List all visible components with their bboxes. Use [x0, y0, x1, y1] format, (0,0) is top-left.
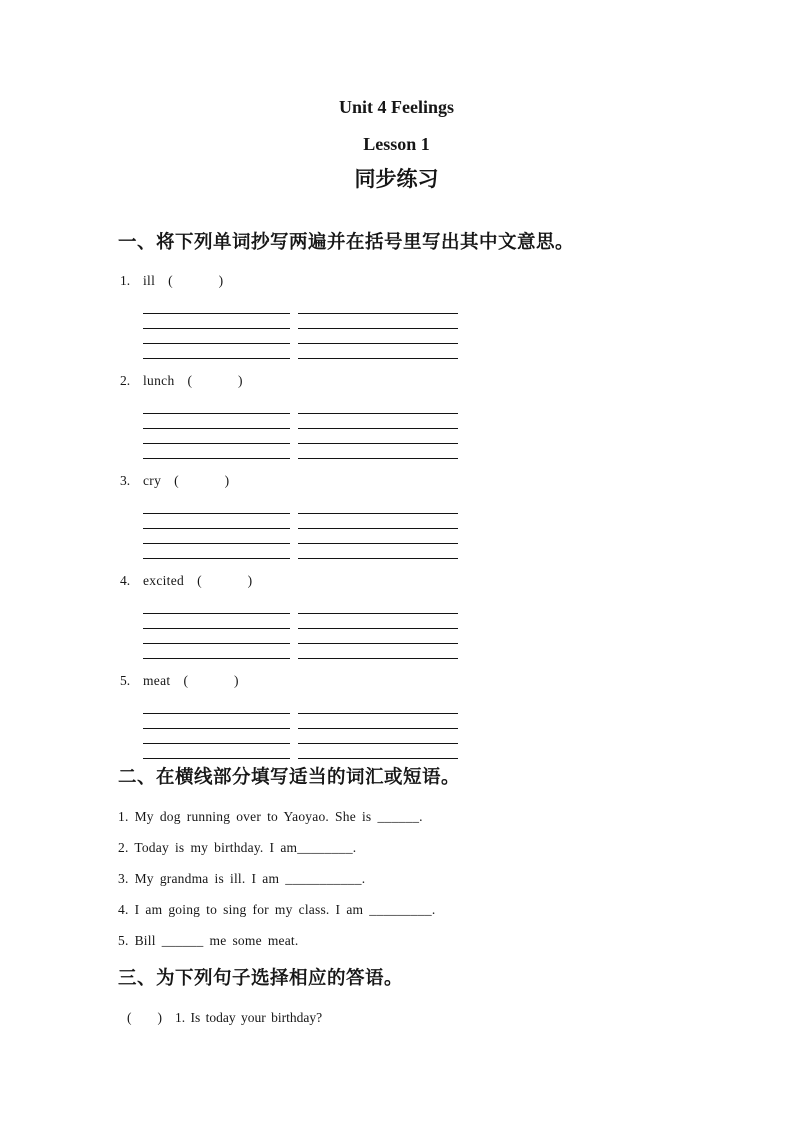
writing-line — [143, 314, 290, 329]
copy-lines-column — [143, 599, 290, 659]
writing-line — [143, 644, 290, 659]
copy-lines-column — [143, 299, 290, 359]
word-item-ill — [120, 274, 703, 288]
meaning-paren-open: ( — [197, 573, 202, 588]
word-text: excited — [143, 573, 185, 588]
writing-line — [298, 544, 458, 559]
matching-question — [127, 1011, 703, 1025]
copy-lines-ill — [143, 299, 458, 359]
section-three-heading: 三、为下列句子选择相应的答语。 — [118, 967, 404, 988]
item-number: 5. — [120, 673, 131, 688]
writing-line — [298, 599, 458, 614]
copy-lines-cry — [143, 499, 458, 559]
writing-line — [298, 429, 458, 444]
meaning-paren-open: ( — [187, 373, 192, 388]
lesson-title: Lesson 1 — [363, 134, 430, 154]
writing-line — [298, 414, 458, 429]
copy-lines-meat — [143, 699, 458, 759]
writing-line — [143, 344, 290, 359]
word-text: lunch — [143, 373, 175, 388]
word-text: meat — [143, 673, 171, 688]
writing-line — [298, 699, 458, 714]
copy-lines-lunch — [143, 399, 458, 459]
meaning-paren-close: ) — [247, 573, 253, 588]
writing-line — [143, 444, 290, 459]
copy-lines-column — [143, 699, 290, 759]
word-text: ill — [143, 273, 156, 288]
word-item-lunch — [120, 374, 703, 388]
writing-line — [143, 729, 290, 744]
writing-line — [298, 514, 458, 529]
copy-lines-excited — [143, 599, 458, 659]
writing-line — [143, 714, 290, 729]
writing-line — [298, 614, 458, 629]
writing-line — [143, 329, 290, 344]
answer-paren-open: ( — [127, 1010, 132, 1025]
fill-blank-sentence: 3. My grandma is ill. I am ___________. — [118, 871, 366, 886]
writing-line — [143, 629, 290, 644]
meaning-paren-open: ( — [183, 673, 188, 688]
writing-line — [143, 414, 290, 429]
writing-line — [143, 744, 290, 759]
writing-line — [298, 344, 458, 359]
fill-blank-sentence: 5. Bill ______ me some meat. — [118, 933, 299, 948]
fill-blank-sentence: 4. I am going to sing for my class. I am _________. — [118, 902, 436, 917]
copy-lines-column — [298, 299, 458, 359]
meaning-paren-close: ) — [238, 373, 243, 388]
writing-line — [298, 714, 458, 729]
writing-line — [143, 299, 290, 314]
item-number: 4. — [120, 573, 131, 588]
copy-lines-column — [298, 599, 458, 659]
word-item-excited — [120, 574, 703, 588]
fill-blank-sentence: 2. Today is my birthday. I am________. — [118, 840, 357, 855]
writing-line — [143, 399, 290, 414]
meaning-paren-close: ) — [218, 273, 224, 288]
writing-line — [143, 514, 290, 529]
writing-line — [298, 444, 458, 459]
meaning-paren-open: ( — [168, 273, 173, 288]
writing-line — [298, 499, 458, 514]
word-item-cry — [120, 474, 703, 488]
meaning-paren-open: ( — [174, 473, 179, 488]
item-number: 3. — [120, 473, 131, 488]
item-number: 2. — [120, 373, 131, 388]
unit-title: Unit 4 Feelings — [339, 97, 454, 117]
title-block — [0, 0, 793, 191]
writing-line — [143, 529, 290, 544]
copy-lines-column — [298, 399, 458, 459]
meaning-paren-close: ) — [233, 673, 239, 688]
writing-line — [143, 599, 290, 614]
writing-line — [143, 614, 290, 629]
writing-line — [298, 744, 458, 759]
section-one-heading: 一、将下列单词抄写两遍并在括号里写出其中文意思。 — [118, 231, 575, 252]
writing-line — [298, 644, 458, 659]
writing-line — [298, 729, 458, 744]
copy-lines-column — [298, 499, 458, 559]
writing-line — [298, 629, 458, 644]
writing-line — [143, 499, 290, 514]
copy-lines-column — [298, 699, 458, 759]
writing-line — [143, 544, 290, 559]
answer-paren-close: ) — [157, 1010, 162, 1025]
writing-line — [298, 529, 458, 544]
writing-line — [298, 399, 458, 414]
copy-lines-column — [143, 399, 290, 459]
writing-line — [298, 314, 458, 329]
writing-line — [298, 329, 458, 344]
worksheet-subtitle: 同步练习 — [354, 168, 439, 191]
meaning-paren-close: ) — [224, 473, 230, 488]
question-text: 1. Is today your birthday? — [175, 1010, 323, 1025]
writing-line — [298, 299, 458, 314]
word-text: cry — [143, 473, 162, 488]
copy-lines-column — [143, 499, 290, 559]
word-item-meat — [120, 674, 703, 688]
worksheet-content — [0, 230, 793, 1025]
item-number: 1. — [120, 273, 131, 288]
fill-blank-sentence: 1. My dog running over to Yaoyao. She is ______. — [118, 809, 423, 824]
writing-line — [143, 699, 290, 714]
writing-line — [143, 429, 290, 444]
section-two-heading: 二、在横线部分填写适当的词汇或短语。 — [118, 766, 461, 787]
